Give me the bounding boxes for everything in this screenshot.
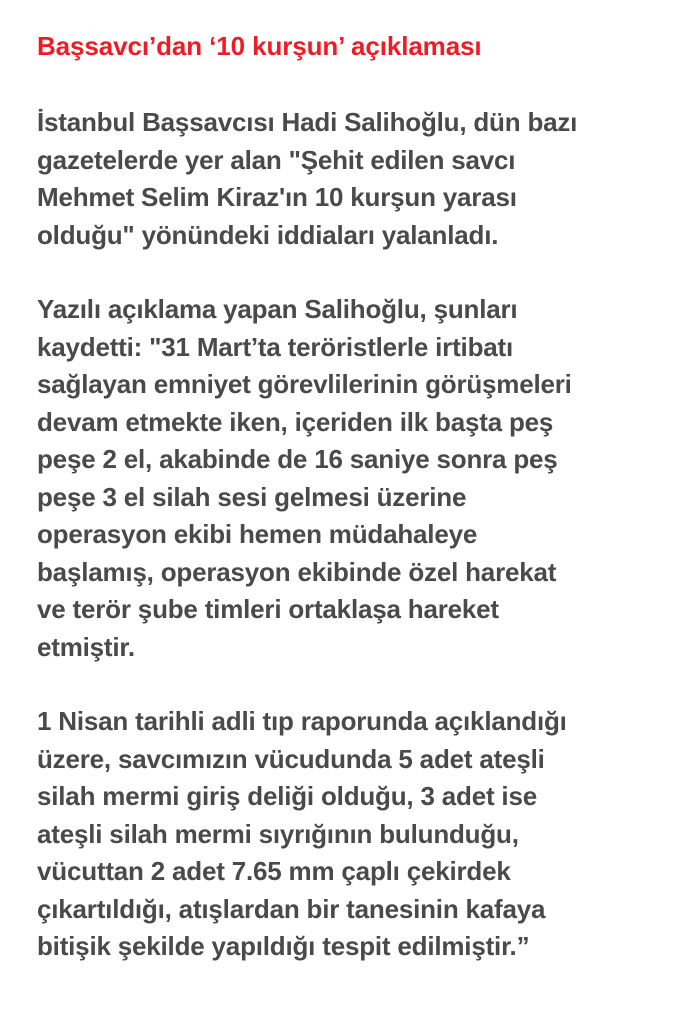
paragraph-line: İstanbul Başsavcısı Hadi Salihoğlu, dün bazı <box>37 107 578 137</box>
paragraph-line: ateşli silah mermi sıyrığının bulunduğu, <box>37 818 519 849</box>
paragraph-line: vücuttan 2 adet 7.65 mm çaplı çekirdek <box>37 856 511 886</box>
paragraph-line: etmiştir. <box>37 631 135 662</box>
paragraph-line: gazetelerde yer alan "Şehit edilen savcı <box>37 144 516 175</box>
paragraph-line: bitişik şekilde yapıldığı tespit edilmiştir.” <box>37 931 530 961</box>
paragraph-line: üzere, savcımızın vücudunda 5 adet ateşli <box>37 743 545 774</box>
news-article <box>37 26 667 1003</box>
article-paragraph-3 <box>37 703 667 966</box>
paragraph-line: devam etmekte iken, içeriden ilk başta peş <box>37 406 554 437</box>
paragraph-line: peşe 2 el, akabinde de 16 saniye sonra peş <box>37 444 558 474</box>
paragraph-line: silah mermi giriş deliği olduğu, 3 adet ise <box>37 781 537 811</box>
paragraph-line: çıkartıldığı, atışlardan bir tanesinin kafaya <box>37 893 546 924</box>
paragraph-line: ve terör şube timleri ortaklaşa hareket <box>37 594 499 624</box>
paragraph-line: başlamış, operasyon ekibinde özel harekat <box>37 556 557 587</box>
article-paragraph-2 <box>37 291 667 666</box>
paragraph-line: Mehmet Selim Kiraz'ın 10 kurşun yarası <box>37 182 517 212</box>
paragraph-line: sağlayan emniyet görevlilerinin görüşmeleri <box>37 369 572 399</box>
article-paragraph-1 <box>37 104 667 254</box>
article-headline: Başsavcı’dan ‘10 kurşun’ açıklaması <box>37 31 482 61</box>
paragraph-line: 1 Nisan tarihli adli tıp raporunda açıklandığı <box>37 706 567 736</box>
paragraph-line: kaydetti: "31 Mart’ta teröristlerle irtibatı <box>37 331 514 362</box>
paragraph-line: operasyon ekibi hemen müdahaleye <box>37 519 478 549</box>
paragraph-line: peşe 3 el silah sesi gelmesi üzerine <box>37 481 467 512</box>
paragraph-line: Yazılı açıklama yapan Salihoğlu, şunları <box>37 294 518 324</box>
paragraph-line: olduğu" yönündeki iddiaları yalanladı. <box>37 219 499 250</box>
